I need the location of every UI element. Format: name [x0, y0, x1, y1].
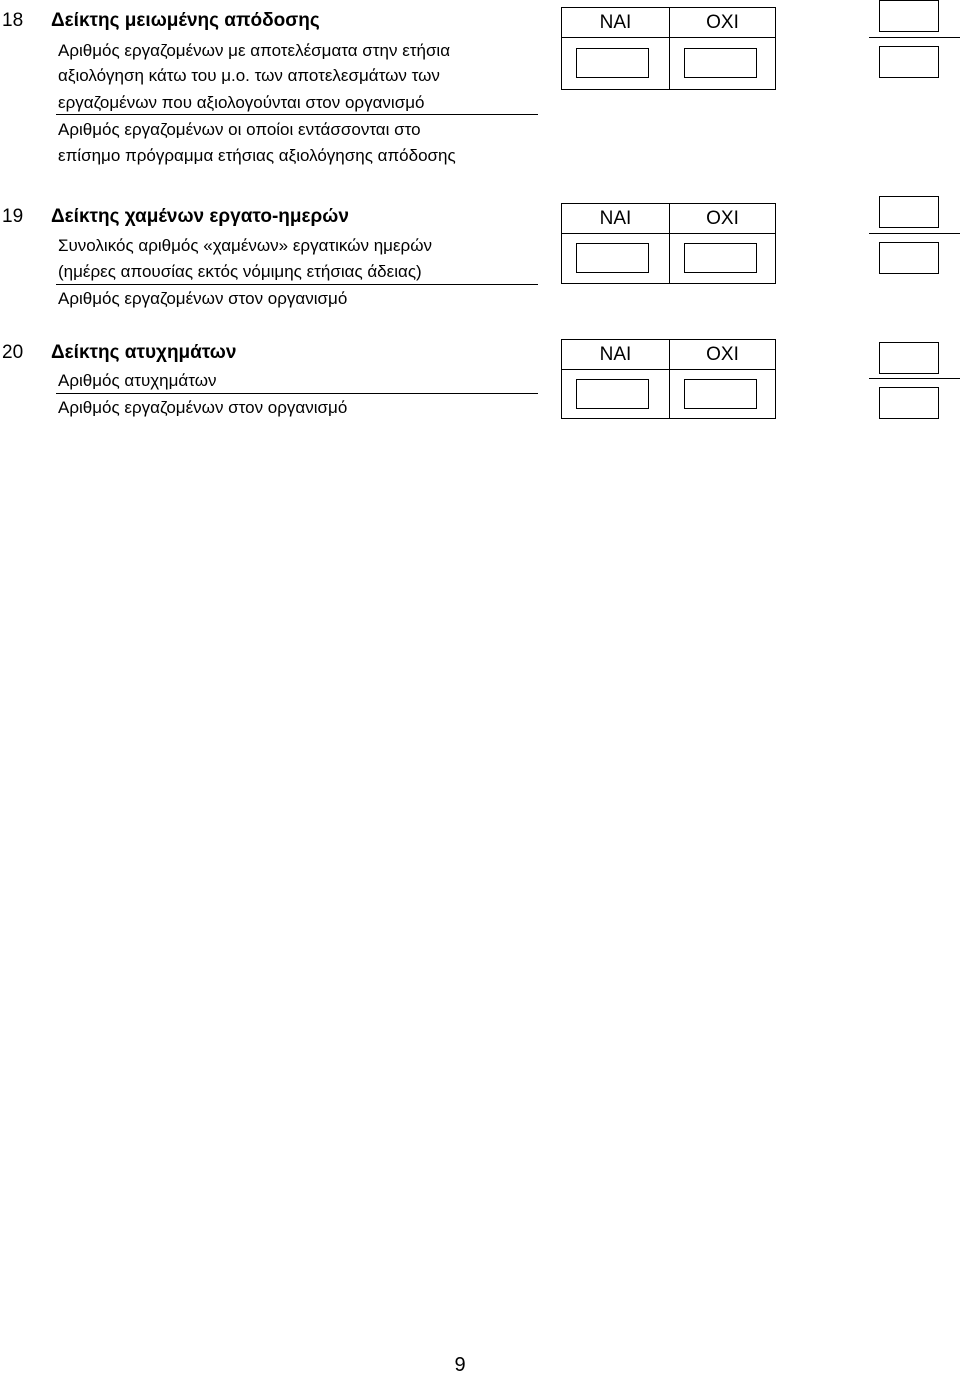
no-label: ΟΧΙ	[706, 208, 739, 229]
no-checkbox[interactable]	[684, 48, 757, 78]
numerator-value-box[interactable]	[879, 342, 939, 374]
denominator-value-box[interactable]	[879, 387, 939, 419]
ratio-bar	[869, 37, 960, 38]
indicator-title: Δείκτης χαμένων εργατο-ημερών	[51, 206, 349, 227]
indicator-title: Δείκτης ατυχημάτων	[51, 342, 237, 363]
ratio-bar	[869, 378, 960, 379]
yes-no-answer-box	[561, 339, 776, 419]
no-label: ΟΧΙ	[706, 12, 739, 33]
header-divider	[562, 233, 775, 234]
denominator-line: Αριθμός εργαζομένων στον οργανισμό	[58, 289, 348, 308]
header-divider	[562, 37, 775, 38]
numerator-line: Αριθμός εργαζομένων με αποτελέσματα στην ετήσια	[58, 41, 451, 60]
numerator-value-box[interactable]	[879, 196, 939, 228]
numerator-value-box[interactable]	[879, 0, 939, 32]
yes-checkbox[interactable]	[576, 243, 649, 273]
yes-checkbox[interactable]	[576, 48, 649, 78]
numerator-line: Συνολικός αριθμός «χαμένων» εργατικών ημερών	[58, 236, 432, 255]
indicator-title: Δείκτης μειωμένης απόδοσης	[51, 10, 320, 31]
yes-no-answer-box	[561, 203, 776, 284]
page-number: 9	[454, 1354, 466, 1376]
no-checkbox[interactable]	[684, 243, 757, 273]
denominator-line: επίσημο πρόγραμμα ετήσιας αξιολόγησης απόδοσης	[58, 146, 456, 165]
denominator-line: Αριθμός εργαζομένων στον οργανισμό	[58, 398, 348, 417]
numerator-line: αξιολόγηση κάτω του μ.ο. των αποτελεσμάτων των	[58, 66, 440, 85]
fraction-bar	[56, 114, 538, 115]
yes-label: ΝΑΙ	[599, 208, 632, 229]
numerator-line: Αριθμός ατυχημάτων	[58, 371, 217, 390]
indicator-number: 18	[2, 10, 24, 31]
denominator-line: Αριθμός εργαζομένων οι οποίοι εντάσσονται στο	[58, 120, 421, 139]
yes-label: ΝΑΙ	[599, 344, 632, 365]
indicator-number: 19	[2, 206, 24, 227]
numerator-line: (ημέρες απουσίας εκτός νόμιμης ετήσιας άδειας)	[58, 262, 422, 281]
yes-label: ΝΑΙ	[599, 12, 632, 33]
header-divider	[562, 369, 775, 370]
no-label: ΟΧΙ	[706, 344, 739, 365]
indicator-number: 20	[2, 342, 24, 363]
yes-checkbox[interactable]	[576, 379, 649, 409]
numerator-line: εργαζομένων που αξιολογούνται στον οργανισμό	[58, 93, 425, 112]
denominator-value-box[interactable]	[879, 46, 939, 78]
no-checkbox[interactable]	[684, 379, 757, 409]
ratio-bar	[869, 233, 960, 234]
yes-no-answer-box	[561, 7, 776, 90]
denominator-value-box[interactable]	[879, 242, 939, 274]
